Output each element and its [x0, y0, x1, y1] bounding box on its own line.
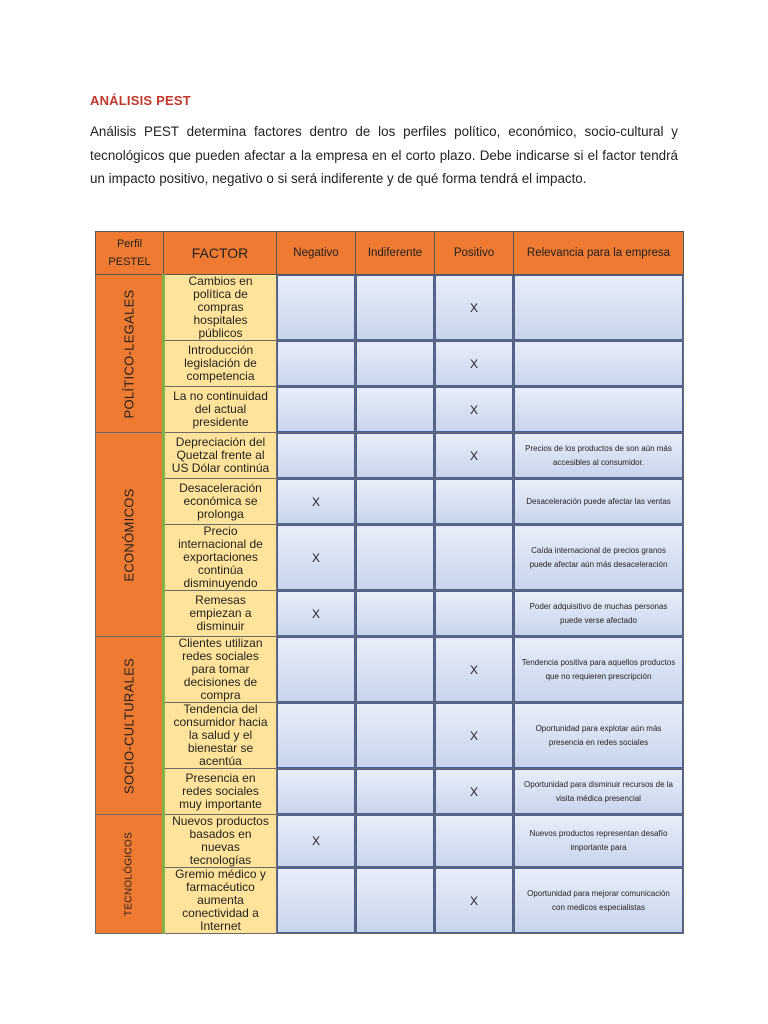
negativo-cell: X [277, 591, 356, 637]
indiferente-cell [356, 591, 435, 637]
table-row [96, 479, 684, 525]
indiferente-cell [356, 341, 435, 387]
negativo-cell [277, 275, 356, 341]
page-title: ANÁLISIS PEST [90, 93, 191, 108]
header-factor: FACTOR [164, 232, 277, 275]
table-row [96, 868, 684, 934]
negativo-cell: X [277, 479, 356, 525]
profile-cell [96, 275, 164, 433]
positivo-cell [435, 591, 514, 637]
profile-cell [96, 815, 164, 934]
positivo-cell: X [435, 703, 514, 769]
positivo-cell: X [435, 341, 514, 387]
relevancia-cell: Nuevos productos representan desafío importante para [514, 815, 684, 868]
relevancia-cell: Tendencia positiva para aquellos productos que no requieren prescripción [514, 637, 684, 703]
profile-cell [96, 433, 164, 637]
indiferente-cell [356, 703, 435, 769]
relevancia-cell: Oportunidad para mejorar comunicación con medicos especialistas [514, 868, 684, 934]
header-positivo: Positivo [435, 232, 514, 275]
relevancia-cell: Desaceleración puede afectar las ventas [514, 479, 684, 525]
table-row [96, 525, 684, 591]
factor-cell: Nuevos productos basados en nuevas tecnologías [164, 815, 277, 868]
factor-cell: Cambios en política de compras hospitales públicos [164, 275, 277, 341]
relevancia-cell [514, 341, 684, 387]
negativo-cell: X [277, 525, 356, 591]
factor-cell: Precio internacional de exportaciones continúa disminuyendo [164, 525, 277, 591]
header-perfil: Perfil PESTEL [96, 232, 164, 275]
indiferente-cell [356, 769, 435, 815]
table-row [96, 341, 684, 387]
indiferente-cell [356, 868, 435, 934]
factor-cell: Presencia en redes sociales muy importante [164, 769, 277, 815]
header-indiferente: Indiferente [356, 232, 435, 275]
relevancia-cell: Caída internacional de precios granos puede afectar aún más desaceleración [514, 525, 684, 591]
relevancia-cell: Precios de los productos de son aún más accesibles al consumidor. [514, 433, 684, 479]
table-row [96, 703, 684, 769]
relevancia-cell: Poder adquisitivo de muchas personas puede verse afectado [514, 591, 684, 637]
pest-table-body [96, 275, 684, 934]
profile-cell [96, 637, 164, 815]
factor-cell: Introducción legislación de competencia [164, 341, 277, 387]
negativo-cell [277, 387, 356, 433]
factor-cell: Desaceleración económica se prolonga [164, 479, 277, 525]
pest-table [95, 231, 684, 934]
positivo-cell: X [435, 433, 514, 479]
positivo-cell [435, 479, 514, 525]
table-row [96, 433, 684, 479]
negativo-cell: X [277, 815, 356, 868]
table-row [96, 591, 684, 637]
negativo-cell [277, 341, 356, 387]
indiferente-cell [356, 815, 435, 868]
factor-cell: Tendencia del consumidor hacia la salud y el bienestar se acentúa [164, 703, 277, 769]
indiferente-cell [356, 275, 435, 341]
intro-paragraph: Análisis PEST determina factores dentro de los perfiles político, económico, socio-cultural y tecnológicos que pueden afectar a la empresa en el corto plazo. Debe indicarse si el factor tendrá un impacto positivo, negativo o si será indiferente y de qué forma tendrá el impacto. [90, 124, 678, 186]
table-row [96, 387, 684, 433]
positivo-cell: X [435, 868, 514, 934]
profile-label: TECNOLÓGICOS [123, 831, 135, 917]
relevancia-cell: Oportunidad para disminuir recursos de la visita médica presencial [514, 769, 684, 815]
factor-cell: Depreciación del Quetzal frente al US Dólar continúa [164, 433, 277, 479]
table-row [96, 769, 684, 815]
indiferente-cell [356, 433, 435, 479]
negativo-cell [277, 769, 356, 815]
relevancia-cell [514, 387, 684, 433]
positivo-cell: X [435, 637, 514, 703]
factor-cell: Gremio médico y farmacéutico aumenta conectividad a Internet [164, 868, 277, 934]
indiferente-cell [356, 479, 435, 525]
positivo-cell [435, 815, 514, 868]
profile-label: SOCIO-CULTURALES [121, 657, 137, 794]
negativo-cell [277, 703, 356, 769]
header-negativo: Negativo [277, 232, 356, 275]
factor-cell: La no continuidad del actual presidente [164, 387, 277, 433]
table-row [96, 275, 684, 341]
profile-label: ECONÓMICOS [121, 487, 137, 582]
factor-cell: Remesas empiezan a disminuir [164, 591, 277, 637]
positivo-cell: X [435, 769, 514, 815]
positivo-cell: X [435, 387, 514, 433]
indiferente-cell [356, 525, 435, 591]
relevancia-cell [514, 275, 684, 341]
factor-cell: Clientes utilizan redes sociales para tomar decisiones de compra [164, 637, 277, 703]
positivo-cell [435, 525, 514, 591]
negativo-cell [277, 637, 356, 703]
indiferente-cell [356, 387, 435, 433]
profile-label: POLÍTICO-LEGALES [121, 288, 137, 419]
header-relevancia: Relevancia para la empresa [514, 232, 684, 275]
relevancia-cell: Oportunidad para explotar aún más presencia en redes sociales [514, 703, 684, 769]
table-row [96, 815, 684, 868]
indiferente-cell [356, 637, 435, 703]
negativo-cell [277, 433, 356, 479]
table-row [96, 637, 684, 703]
table-header-row [96, 232, 684, 275]
positivo-cell: X [435, 275, 514, 341]
negativo-cell [277, 868, 356, 934]
